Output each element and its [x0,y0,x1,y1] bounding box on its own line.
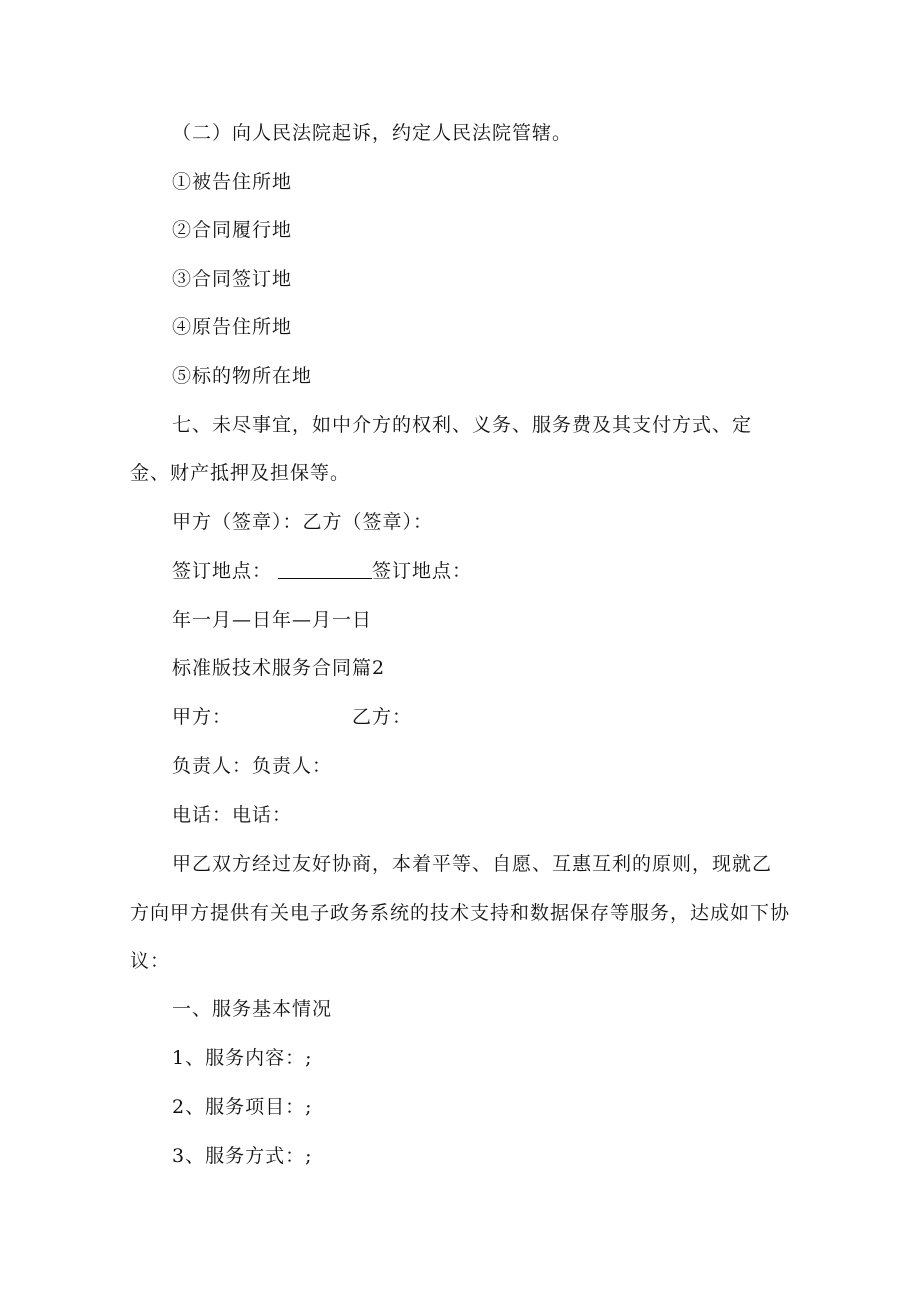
clause-seven-line2: 金、财产抵押及担保等。 [130,462,351,484]
clause-seven-line1: 七、未尽事宜，如中介方的权利、义务、服务费及其支付方式、定 [172,414,753,436]
signing-place-line [172,559,472,583]
option-4: ④原告住所地 [172,316,293,338]
party-b-label: 乙方： [352,706,413,728]
party-a-label: 甲方： [172,706,233,728]
date-line: 年一月—日年—月一日 [172,609,373,631]
phone-line: 电话：电话： [172,804,293,826]
option-1: ①被告住所地 [172,171,293,193]
clause-jurisdiction: （二）向人民法院起诉，约定人民法院管辖。 [172,122,573,144]
option-5: ⑤标的物所在地 [172,365,313,387]
service-item-3: 3、服务方式：; [172,1145,313,1167]
signing-place-blank [278,560,372,579]
signing-place-label-a: 签订地点： [172,560,273,582]
responsible-line: 负责人：负责人： [172,755,333,777]
preamble-line1: 甲乙双方经过友好协商，本着平等、自愿、互惠互利的原则，现就乙 [172,853,773,875]
preamble-line2: 方向甲方提供有关电子政务系统的技术支持和数据保存等服务，达成如下协 [130,902,791,924]
signing-place-label-b: 签订地点： [372,560,473,582]
preamble-line3: 议： [130,950,171,972]
signature-line: 甲方（签章）：乙方（签章）： [172,511,434,533]
option-3: ③合同签订地 [172,268,293,290]
option-2: ②合同履行地 [172,219,293,241]
parties-line [172,705,412,729]
section-title: 标准版技术服务合同篇2 [172,657,386,679]
service-item-1: 1、服务内容：; [172,1047,313,1069]
service-heading: 一、服务基本情况 [172,998,333,1020]
service-item-2: 2、服务项目：; [172,1096,313,1118]
